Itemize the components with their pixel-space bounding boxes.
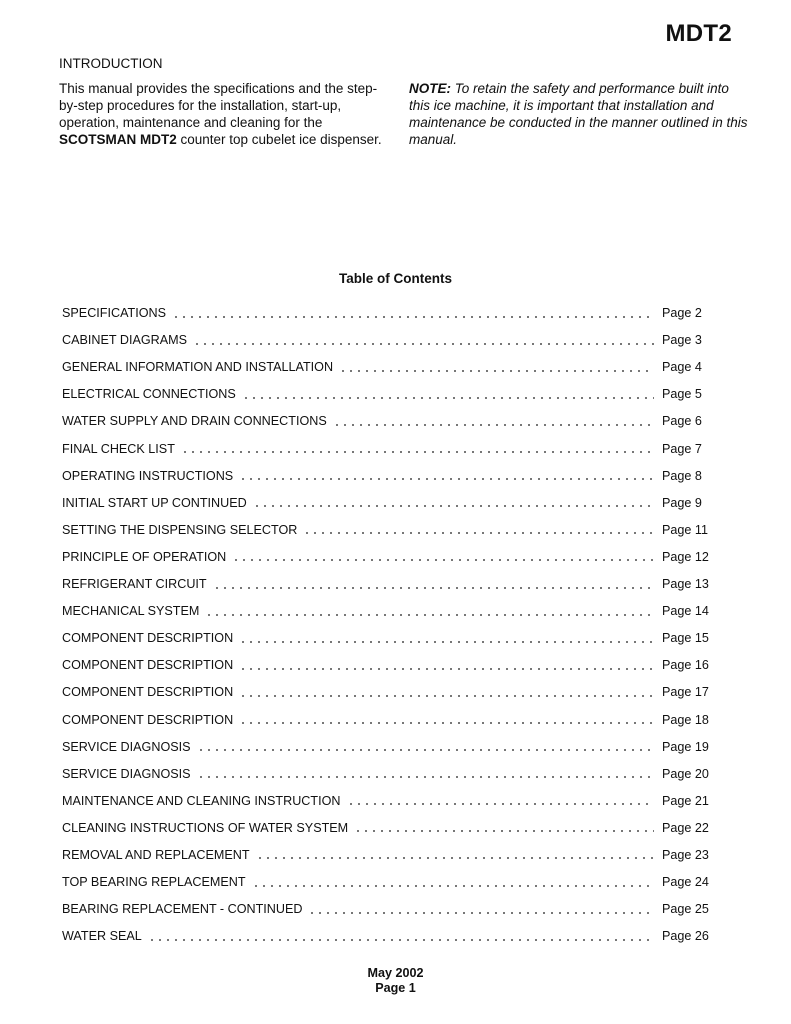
- intro-heading: INTRODUCTION: [59, 56, 163, 71]
- toc-title: Table of Contents: [339, 271, 452, 286]
- toc-dot-leader: [354, 818, 654, 838]
- toc-entry: [62, 594, 714, 621]
- note-text: To retain the safety and performance built into this ice machine, it is important that installation and maintenance be conducted in the manner outlined in this manual.: [409, 81, 748, 147]
- toc-entry-page: Page 18: [662, 712, 709, 727]
- toc-entry: [62, 431, 714, 458]
- toc-entry: [62, 892, 714, 919]
- toc-dot-leader: [148, 926, 654, 946]
- toc-entry-title: WATER SUPPLY AND DRAIN CONNECTIONS: [62, 414, 327, 429]
- page-footer: [0, 966, 791, 996]
- toc-entry-page: Page 16: [662, 658, 709, 673]
- toc-entry-title: TOP BEARING REPLACEMENT: [62, 875, 246, 890]
- toc-entry-title: SERVICE DIAGNOSIS: [62, 739, 191, 754]
- intro-paragraph: [59, 80, 389, 148]
- toc-dot-leader: [252, 872, 654, 892]
- toc-entry-title: FINAL CHECK LIST: [62, 441, 175, 456]
- toc-entry-page: Page 12: [662, 549, 709, 564]
- toc-entry-page: Page 8: [662, 468, 702, 483]
- safety-note: [409, 80, 749, 148]
- toc-entry: [62, 567, 714, 594]
- toc-dot-leader: [172, 303, 654, 323]
- toc-entry-title: WATER SEAL: [62, 929, 142, 944]
- toc-entry-title: REFRIGERANT CIRCUIT: [62, 577, 207, 592]
- toc-entry: [62, 675, 714, 702]
- toc-entry: [62, 648, 714, 675]
- toc-entry-page: Page 19: [662, 739, 709, 754]
- toc-entry: [62, 350, 714, 377]
- toc-entry: [62, 377, 714, 404]
- toc-dot-leader: [205, 601, 654, 621]
- toc-entry: [62, 323, 714, 350]
- toc-dot-leader: [193, 330, 654, 350]
- note-label: NOTE:: [409, 81, 451, 96]
- toc-dot-leader: [253, 493, 654, 513]
- toc-dot-leader: [339, 357, 654, 377]
- toc-entry-page: Page 20: [662, 766, 709, 781]
- toc-dot-leader: [308, 899, 654, 919]
- toc-entry-page: Page 7: [662, 441, 702, 456]
- toc-entry-title: COMPONENT DESCRIPTION: [62, 712, 234, 727]
- toc-entry: [62, 513, 714, 540]
- toc-entry-title: BEARING REPLACEMENT - CONTINUED: [62, 902, 303, 917]
- toc-entry-title: COMPONENT DESCRIPTION: [62, 685, 234, 700]
- toc-entry: [62, 621, 714, 648]
- toc-entry: [62, 540, 714, 567]
- toc-entry-page: Page 14: [662, 604, 709, 619]
- toc-entry: [62, 459, 714, 486]
- toc-entry-title: ELECTRICAL CONNECTIONS: [62, 387, 236, 402]
- toc-entry: [62, 865, 714, 892]
- toc-entry: [62, 702, 714, 729]
- intro-text-end: counter top cubelet ice dispenser.: [176, 132, 382, 147]
- toc-entry-title: CABINET DIAGRAMS: [62, 333, 188, 348]
- toc-dot-leader: [197, 764, 654, 784]
- footer-page-number: Page 1: [375, 981, 416, 995]
- toc-entry: [62, 811, 714, 838]
- toc-dot-leader: [239, 655, 654, 675]
- toc-dot-leader: [181, 439, 654, 459]
- toc-dot-leader: [347, 791, 655, 811]
- toc-entry-title: MECHANICAL SYSTEM: [62, 604, 200, 619]
- toc-dot-leader: [239, 466, 654, 486]
- toc-entry: [62, 838, 714, 865]
- toc-entry: [62, 919, 714, 946]
- toc-entry-page: Page 11: [662, 522, 708, 537]
- footer-date: May 2002: [367, 966, 424, 980]
- toc-dot-leader: [239, 628, 654, 648]
- toc-entry-page: Page 26: [662, 929, 709, 944]
- toc-entry: [62, 784, 714, 811]
- toc-entry: [62, 757, 714, 784]
- toc-entry-page: Page 13: [662, 577, 709, 592]
- toc-entry-title: INITIAL START UP CONTINUED: [62, 495, 247, 510]
- toc-dot-leader: [213, 574, 654, 594]
- toc-entry-page: Page 24: [662, 875, 709, 890]
- toc-entry-title: COMPONENT DESCRIPTION: [62, 631, 234, 646]
- toc-entry: [62, 404, 714, 431]
- toc-entry-title: GENERAL INFORMATION AND INSTALLATION: [62, 360, 334, 375]
- toc-dot-leader: [232, 547, 654, 567]
- toc-dot-leader: [197, 737, 654, 757]
- toc-entry-page: Page 22: [662, 820, 709, 835]
- toc-entry-title: REMOVAL AND REPLACEMENT: [62, 847, 250, 862]
- toc-entry-title: SPECIFICATIONS: [62, 306, 167, 321]
- toc-dot-leader: [303, 520, 654, 540]
- toc-entry-title: COMPONENT DESCRIPTION: [62, 658, 234, 673]
- model-number: MDT2: [665, 20, 732, 47]
- toc-entry-title: PRINCIPLE OF OPERATION: [62, 549, 227, 564]
- toc-entry-title: SETTING THE DISPENSING SELECTOR: [62, 522, 298, 537]
- toc-entry-page: Page 25: [662, 902, 709, 917]
- toc-entry-page: Page 6: [662, 414, 702, 429]
- toc-entry-page: Page 5: [662, 387, 702, 402]
- toc-dot-leader: [256, 845, 654, 865]
- toc-entry-page: Page 21: [662, 793, 709, 808]
- toc-entry-page: Page 2: [662, 306, 702, 321]
- toc-entry-page: Page 23: [662, 847, 709, 862]
- product-name: SCOTSMAN MDT2: [59, 132, 177, 147]
- toc-entry-title: MAINTENANCE AND CLEANING INSTRUCTION: [62, 793, 341, 808]
- toc-entry: [62, 296, 714, 323]
- toc-entry-page: Page 15: [662, 631, 709, 646]
- toc-entry-title: SERVICE DIAGNOSIS: [62, 766, 191, 781]
- toc-entry-title: OPERATING INSTRUCTIONS: [62, 468, 234, 483]
- table-of-contents: [62, 296, 714, 946]
- toc-dot-leader: [239, 682, 654, 702]
- toc-dot-leader: [239, 710, 654, 730]
- toc-entry-page: Page 17: [662, 685, 709, 700]
- toc-dot-leader: [242, 384, 654, 404]
- toc-entry-title: CLEANING INSTRUCTIONS OF WATER SYSTEM: [62, 820, 349, 835]
- toc-entry: [62, 486, 714, 513]
- toc-entry: [62, 730, 714, 757]
- intro-text-start: This manual provides the specifications and the step-by-step procedures for the installation, start-up, operation, maintenance and cleaning for the: [59, 81, 378, 130]
- toc-entry-page: Page 4: [662, 360, 702, 375]
- toc-entry-page: Page 3: [662, 333, 702, 348]
- toc-entry-page: Page 9: [662, 495, 702, 510]
- toc-dot-leader: [333, 411, 654, 431]
